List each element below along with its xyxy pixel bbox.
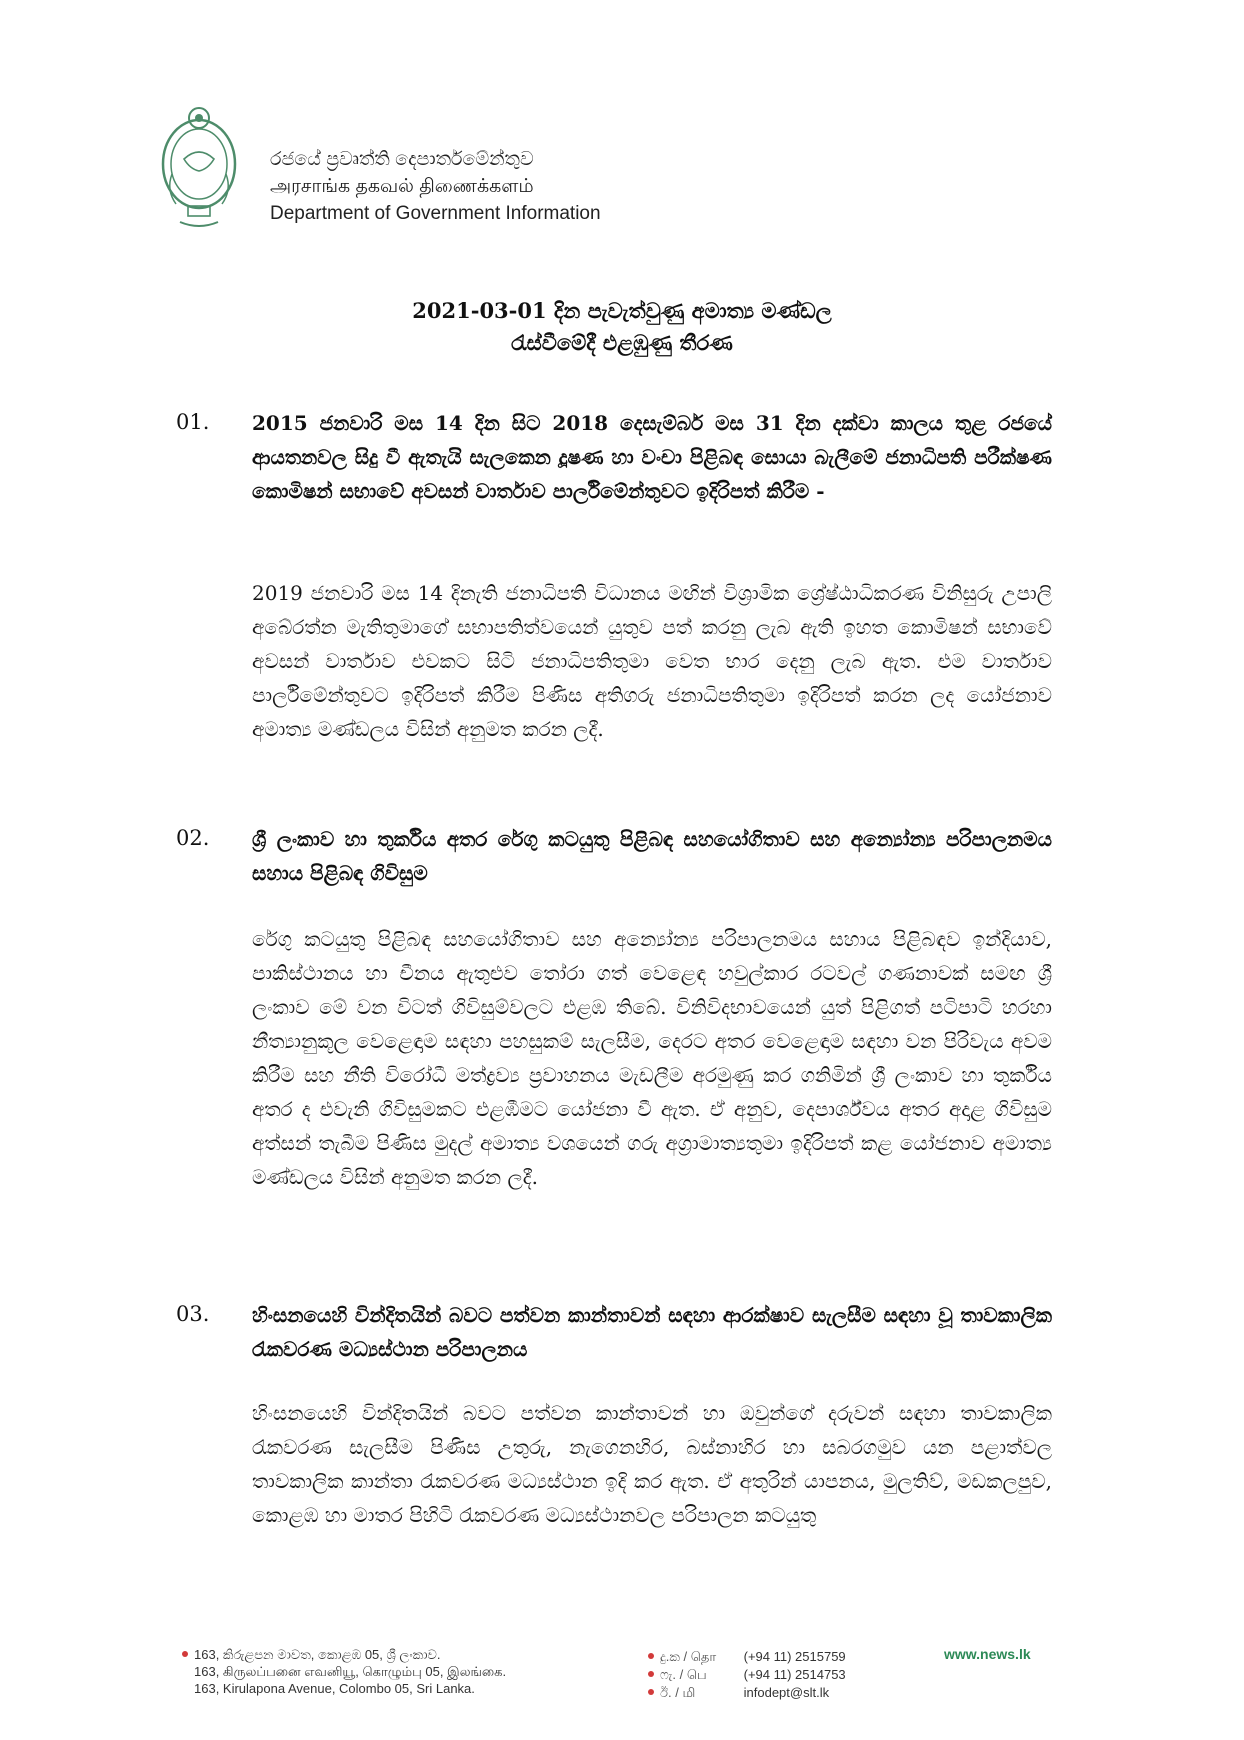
phone-number: (+94 11) 2515759 <box>743 1649 846 1664</box>
phone-label: දු.ක / தொ <box>660 1649 717 1664</box>
section-heading: 2015 ජනවාරි මස 14 දින සිට 2018 දෙසැම්බර් මස 31 දින දක්වා කාලය තුළ රජයේ ආයතනවල සිදු වී ඇතැයි සැලකෙන දූෂණ හා වංචා පිළිබඳ සොයා බැලීමේ ජනාධිපති පරීක්ෂණ කොමිෂන් සභාවේ අවසන් වාර්තාව පාර්ලිමේන්තුවට ඉදිරිපත් කිරීම - <box>252 411 1052 503</box>
department-name-sinhala: රජයේ ප්‍රවෘත්ති දෙපාර්තමේන්තුව <box>270 149 534 170</box>
section-number: 03. <box>176 1302 210 1326</box>
address-sinhala: 163, කිරුළපන මාවත, කොළඹ 05, ශ්‍රී ලංකාව. <box>194 1647 441 1662</box>
footer-contacts <box>660 1648 846 1702</box>
address-tamil: 163, கிருலப்பனை எவனியூ, கொழும்பு 05, இலங்கை. <box>194 1664 507 1679</box>
section-body: හිංසනයෙහි වින්දිතයින් බවට පත්වන කාන්තාවන් හා ඔවුන්ගේ දරුවන් සඳහා තාවකාලික රැකවරණ සැලසීම පිණිස උතුරු, නැගෙනහිර, බස්නාහිර හා සබරගමුව යන පළාත්වල තාවකාලික කාන්තා රැකවරණ මධ්‍යස්ථාන ඉදි කර ඇත. ඒ අතුරින් යාපනය, මුලතිව්, මඩකලපුව, කොළඹ හා මාතර පිහිටි රැකවරණ මධ්‍යස්ථානවල පරිපාලන කටයුතු <box>252 1401 1052 1527</box>
department-name-tamil: அரசாங்க தகவல் திணைக்களம் <box>270 176 534 197</box>
section-body: රේගු කටයුතු පිළිබඳ සහයෝගිතාව සහ අන්‍යෝන්‍ය පරිපාලනමය සහාය පිළිබඳව ඉන්දියාව, පාකිස්ථානය හා චීනය ඇතුළුව තෝරා ගත් වෙළෙඳ හවුල්කාර රටවල් ගණනාවක් සමඟ ශ්‍රී ලංකාව මේ වන විටත් ගිවිසුම්වලට එළඹ තිබේ. විනිවිදභාවයෙන් යුත් පිළිගත් පටිපාටි හරහා නීත්‍යානුකූල වෙළෙඳාම සඳහා පහසුකම් සැලසීම, දෙරට අතර වෙළෙඳාම සඳහා වන පිරිවැය අවම කිරීම සහ නීති විරෝධී මත්ද්‍රව්‍ය ප්‍රවාහනය මැඩලීම අරමුණු කර ගනිමින් ශ්‍රී ලංකාව හා තුර්කිය අතර ද එවැනි ගිවිසුමකට එළඹීමට යෝජනා වී ඇත. ඒ අනුව, දෙපාර්ශ්වය අතර අදාළ ගිවිසුම අත්සන් තැබීම පිණිස මුදල් අමාත්‍ය වශයෙන් ගරු අග්‍රාමාත්‍යතුමා ඉදිරිපත් කළ යෝජනාව අමාත්‍ය මණ්ඩලය විසින් අනුමත කරන ලදී. <box>252 927 1052 1189</box>
document-title-line-1: 2021-03-01 දින පැවැත්වුණු අමාත්‍ය මණ්ඩල <box>412 298 832 323</box>
sri-lanka-national-emblem-icon <box>158 104 240 234</box>
bullet-dot-icon <box>182 1651 188 1657</box>
website-link[interactable]: www.news.lk <box>944 1646 1031 1662</box>
email-label: ඊ. / மி <box>660 1685 696 1700</box>
department-name-english: Department of Government Information <box>270 203 601 224</box>
bullet-dot-icon <box>648 1689 654 1695</box>
section-heading: ශ්‍රී ලංකාව හා තුර්කිය අතර රේගු කටයුතු පිළිබඳ සහයෝගිතාව සහ අන්‍යෝන්‍ය පරිපාලනමය සහාය පිළිබඳ ගිවිසුම <box>252 827 1052 885</box>
bullet-dot-icon <box>648 1653 654 1659</box>
department-name-block <box>270 146 601 227</box>
document-title-line-2: රැස්වීමේදී එළඹුණු තීරණ <box>511 330 733 355</box>
section-number: 02. <box>176 826 210 850</box>
footer-address <box>194 1646 506 1697</box>
bullet-dot-icon <box>648 1671 654 1677</box>
page-footer <box>0 1640 1244 1720</box>
address-english: 163, Kirulapona Avenue, Colombo 05, Sri Lanka. <box>194 1681 475 1696</box>
section-heading: හිංසනයෙහි වින්දිතයින් බවට පත්වන කාන්තාවන් සඳහා ආරක්ෂාව සැලසීම සඳහා වූ තාවකාලික රැකවරණ මධ්‍යස්ථාන පරිපාලනය <box>252 1303 1052 1361</box>
fax-number: (+94 11) 2514753 <box>743 1667 846 1682</box>
fax-row <box>660 1666 846 1684</box>
email-row <box>660 1684 846 1702</box>
section-number: 01. <box>176 410 210 434</box>
fax-label: ෆැ. / பெ <box>660 1667 707 1682</box>
email-address[interactable]: infodept@slt.lk <box>743 1685 830 1700</box>
section-body: 2019 ජනවාරි මස 14 දිනැති ජනාධිපති විධානය මඟින් විශ්‍රාමික ශ්‍රේෂ්ඨාධිකරණ විනිසුරු උපාලි අබේරත්න මැතිතුමාගේ සභාපතිත්වයෙන් යුතුව පත් කරනු ලැබ ඇති ඉහත කොමිෂන් සභාවේ අවසන් වාර්තාව එවකට සිටි ජනාධිපතිතුමා වෙත භාර දෙනු ලැබ ඇත. එම වාර්තාව පාර්ලිමේන්තුවට ඉදිරිපත් කිරීම පිණිස අතිගරු ජනාධිපතිතුමා ඉදිරිපත් කරන ලද යෝජනාව අමාත්‍ය මණ්ඩලය විසින් අනුමත කරන ලදී. <box>252 581 1052 741</box>
phone-row <box>660 1648 846 1666</box>
